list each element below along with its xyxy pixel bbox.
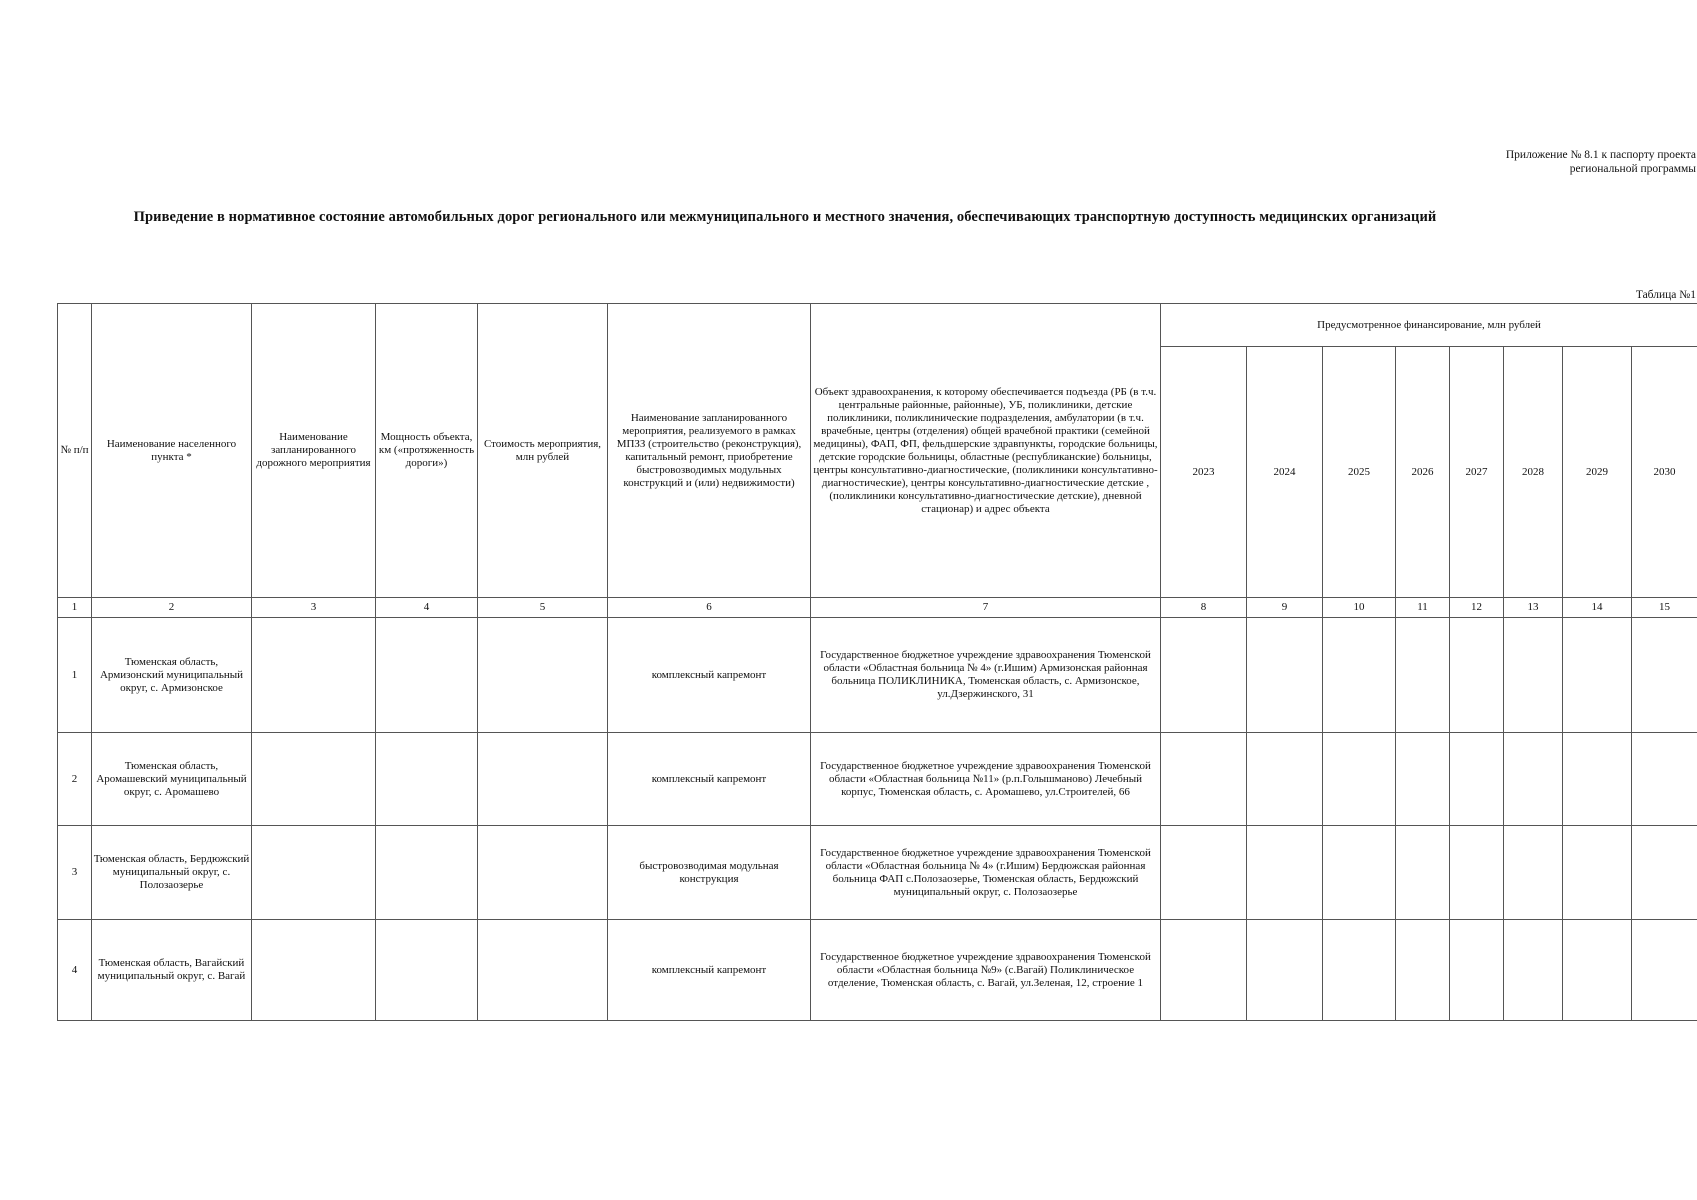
column-number-row	[58, 598, 1697, 618]
row-capacity	[376, 733, 478, 826]
row-year-cell	[1323, 920, 1396, 1021]
row-road-event	[252, 733, 376, 826]
row-road-event	[252, 826, 376, 920]
row-year-cell	[1563, 920, 1632, 1021]
header-year: 2029	[1563, 347, 1632, 598]
row-year-cell	[1161, 920, 1247, 1021]
row-health-object: Государственное бюджетное учреждение здравоохранения Тюменской области «Областная больница № 4» (г.Ишим) Армизонская районная больница ПОЛИКЛИНИКА, Тюменская область, с. Армизонское, ул.Дзержинского, 31	[811, 618, 1161, 733]
header-year: 2027	[1450, 347, 1504, 598]
row-cost	[478, 920, 608, 1021]
column-number: 9	[1247, 598, 1323, 618]
row-year-cell	[1450, 733, 1504, 826]
row-health-object: Государственное бюджетное учреждение здравоохранения Тюменской области «Областная больница №9» (с.Вагай) Поликлиническое отделение, Тюменская область, с. Вагай, ул.Зеленая, 12, строение 1	[811, 920, 1161, 1021]
header-financing: Предусмотренное финансирование, млн рублей	[1161, 304, 1697, 347]
row-year-cell	[1563, 826, 1632, 920]
financing-table	[57, 303, 1697, 1021]
row-year-cell	[1161, 618, 1247, 733]
row-num: 4	[58, 920, 92, 1021]
row-year-cell	[1450, 826, 1504, 920]
column-number: 12	[1450, 598, 1504, 618]
header-health-object: Объект здравоохранения, к которому обеспечивается подъезда (РБ (в т.ч. центральные районные, районные), УБ, поликлиники, детские поликлиники, поликлинические подразделения, амбулатории (в т.ч. врачебные, центры (отделения) общей врачебной практики (семейной медицины), ФАП, ФП, фельдшерские здравпункты, городские больницы, детские городские больницы, областные (республиканские) больницы, центры консультативно-диагностические, (поликлиники консультативно-диагностические), центры консультативно-диагностические детские , (поликлиники консультативно-диагностические детские), дневной стационар) и адрес объекта	[811, 304, 1161, 598]
table-row	[58, 733, 1697, 826]
column-number: 14	[1563, 598, 1632, 618]
row-settlement: Тюменская область, Армизонский муниципальный округ, с. Армизонское	[92, 618, 252, 733]
row-cost	[478, 733, 608, 826]
appendix-line-2: региональной программы	[1569, 163, 1696, 175]
row-year-cell	[1504, 733, 1563, 826]
row-cost	[478, 826, 608, 920]
column-number: 10	[1323, 598, 1396, 618]
row-settlement: Тюменская область, Аромашевский муниципальный округ, с. Аромашево	[92, 733, 252, 826]
row-event: комплексный капремонт	[608, 618, 811, 733]
header-row	[58, 304, 1697, 347]
row-year-cell	[1563, 618, 1632, 733]
row-num: 3	[58, 826, 92, 920]
row-road-event	[252, 618, 376, 733]
row-capacity	[376, 920, 478, 1021]
column-number: 6	[608, 598, 811, 618]
row-event: комплексный капремонт	[608, 920, 811, 1021]
appendix-line-1: Приложение № 8.1 к паспорту проекта	[1505, 149, 1696, 161]
row-year-cell	[1396, 920, 1450, 1021]
header-year: 2024	[1247, 347, 1323, 598]
table-row	[58, 826, 1697, 920]
column-number: 8	[1161, 598, 1247, 618]
header-year: 2030	[1632, 347, 1697, 598]
row-event: комплексный капремонт	[608, 733, 811, 826]
row-road-event	[252, 920, 376, 1021]
column-number: 4	[376, 598, 478, 618]
row-year-cell	[1247, 826, 1323, 920]
table-row	[58, 618, 1697, 733]
header-capacity: Мощность объекта, км («протяженность дороги»)	[376, 304, 478, 598]
header-settlement: Наименование населенного пункта *	[92, 304, 252, 598]
column-number: 7	[811, 598, 1161, 618]
row-year-cell	[1247, 920, 1323, 1021]
row-year-cell	[1323, 618, 1396, 733]
column-number: 1	[58, 598, 92, 618]
header-num: № п/п	[58, 304, 92, 598]
row-year-cell	[1504, 618, 1563, 733]
row-year-cell	[1632, 826, 1697, 920]
row-settlement: Тюменская область, Бердюжский муниципальный округ, с. Полозаозерье	[92, 826, 252, 920]
column-number: 15	[1632, 598, 1697, 618]
row-settlement: Тюменская область, Вагайский муниципальный округ, с. Вагай	[92, 920, 252, 1021]
row-year-cell	[1632, 733, 1697, 826]
table-label: Таблица №1	[1635, 289, 1696, 301]
column-number: 11	[1396, 598, 1450, 618]
row-year-cell	[1632, 618, 1697, 733]
header-road-event: Наименование запланированного дорожного мероприятия	[252, 304, 376, 598]
header-year: 2023	[1161, 347, 1247, 598]
row-year-cell	[1563, 733, 1632, 826]
header-year: 2028	[1504, 347, 1563, 598]
row-year-cell	[1161, 733, 1247, 826]
row-num: 2	[58, 733, 92, 826]
row-num: 1	[58, 618, 92, 733]
row-health-object: Государственное бюджетное учреждение здравоохранения Тюменской области «Областная больница №11» (р.п.Голышманово) Лечебный корпус, Тюменская область, с. Аромашево, ул.Строителей, 66	[811, 733, 1161, 826]
header-cost: Стоимость мероприятия, млн рублей	[478, 304, 608, 598]
row-year-cell	[1161, 826, 1247, 920]
row-health-object: Государственное бюджетное учреждение здравоохранения Тюменской области «Областная больница № 4» (г.Ишим) Бердюжская районная больница ФАП с.Полозаозерье, Тюменская область, Бердюжский муниципальный округ, с. Полозаозерье	[811, 826, 1161, 920]
header-year: 2025	[1323, 347, 1396, 598]
document-title: Приведение в нормативное состояние автомобильных дорог регионального или межмуниципального и местного значения, обеспечивающих транспортную доступность медицинских организаций	[133, 209, 1437, 225]
row-capacity	[376, 618, 478, 733]
row-year-cell	[1504, 826, 1563, 920]
row-capacity	[376, 826, 478, 920]
row-year-cell	[1396, 733, 1450, 826]
row-year-cell	[1396, 826, 1450, 920]
header-year: 2026	[1396, 347, 1450, 598]
table-row	[58, 920, 1697, 1021]
row-year-cell	[1247, 618, 1323, 733]
row-year-cell	[1323, 733, 1396, 826]
appendix-note	[1436, 148, 1696, 176]
column-number: 2	[92, 598, 252, 618]
column-number: 3	[252, 598, 376, 618]
row-year-cell	[1450, 920, 1504, 1021]
column-number: 5	[478, 598, 608, 618]
row-year-cell	[1396, 618, 1450, 733]
row-year-cell	[1632, 920, 1697, 1021]
row-year-cell	[1323, 826, 1396, 920]
row-cost	[478, 618, 608, 733]
row-year-cell	[1450, 618, 1504, 733]
row-year-cell	[1504, 920, 1563, 1021]
header-mpzz-event: Наименование запланированного мероприятия, реализуемого в рамках МПЗЗ (строительство (реконструкция), капитальный ремонт, приобретение быстровозводимых модульных конструкций и (или) недвижимости)	[608, 304, 811, 598]
column-number: 13	[1504, 598, 1563, 618]
row-year-cell	[1247, 733, 1323, 826]
row-event: быстровозводимая модульная конструкция	[608, 826, 811, 920]
